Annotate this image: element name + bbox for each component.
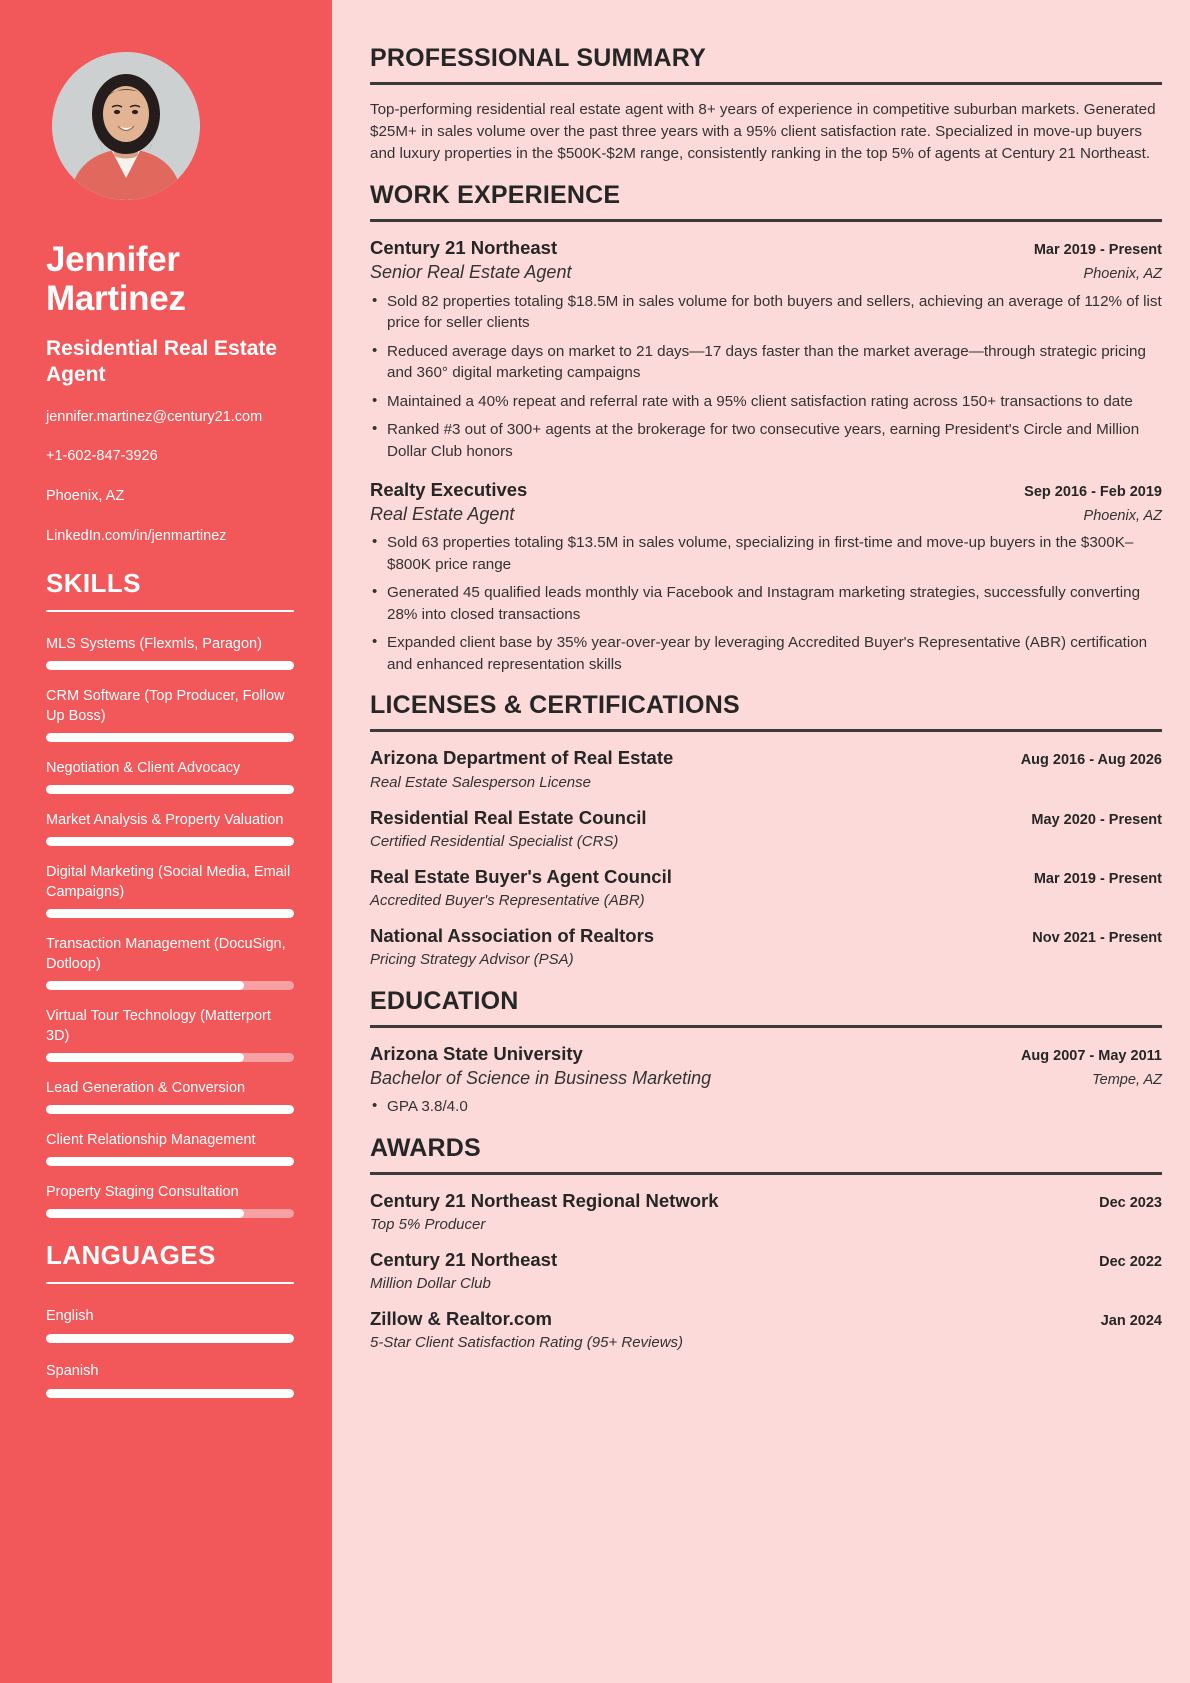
skill-item (46, 758, 294, 794)
award-description: Top 5% Producer (370, 1215, 486, 1233)
skill-bar (46, 837, 294, 846)
license-date: May 2020 - Present (1031, 811, 1162, 828)
sidebar (0, 0, 332, 1683)
skill-bar-fill (46, 909, 294, 918)
section-heading-summary: PROFESSIONAL SUMMARY (370, 44, 706, 72)
skill-item (46, 810, 294, 846)
skill-item (46, 1006, 294, 1062)
license-name: Residential Real Estate Council (370, 806, 647, 828)
main-content (332, 0, 1190, 1683)
education-subheader (370, 1067, 1162, 1090)
skill-label: CRM Software (Top Producer, Follow Up Boss) (46, 687, 285, 724)
award-name: Century 21 Northeast Regional Network (370, 1189, 719, 1211)
skill-bar (46, 785, 294, 794)
education-divider (370, 1025, 1162, 1028)
license-description: Real Estate Salesperson License (370, 773, 591, 791)
skill-item (46, 634, 294, 670)
award-date: Jan 2024 (1100, 1313, 1162, 1330)
skill-bar-fill (46, 733, 294, 742)
work-entry-header (370, 236, 1162, 260)
skill-item (46, 934, 294, 990)
skill-bar (46, 733, 294, 742)
work-bullet: • Maintained a 40% repeat and referral rate with a 95% client satisfaction rating across 150+ transactions to date (370, 391, 1162, 413)
work-date: Sep 2016 - Feb 2019 (1024, 483, 1162, 500)
skill-label: Virtual Tour Technology (Matterport 3D) (46, 1007, 271, 1044)
skill-label: Digital Marketing (Social Media, Email Campaigns) (46, 863, 291, 900)
license-entry (370, 806, 1162, 852)
skill-bar-fill (46, 837, 294, 846)
license-entry (370, 924, 1162, 970)
award-description: 5-Star Client Satisfaction Rating (95+ Reviews) (370, 1334, 684, 1352)
contact-linkedin[interactable]: LinkedIn.com/in/jenmartinez (46, 528, 227, 545)
work-entry-subheader (370, 503, 1162, 526)
licenses-divider (370, 729, 1162, 732)
work-entry (370, 478, 1162, 676)
license-description: Accredited Buyer's Representative (ABR) (370, 892, 645, 910)
skill-label: Client Relationship Management (46, 1131, 256, 1148)
license-description: Certified Residential Specialist (CRS) (370, 832, 619, 850)
languages-list (46, 1306, 294, 1398)
language-bar (46, 1334, 294, 1343)
section-heading-work: WORK EXPERIENCE (370, 181, 621, 210)
skill-item (46, 862, 294, 918)
license-name: Arizona Department of Real Estate (370, 747, 674, 769)
award-header (370, 1189, 1162, 1213)
education-date: Aug 2007 - May 2011 (1020, 1047, 1162, 1064)
work-entry-subheader (370, 261, 1162, 284)
work-role: Real Estate Agent (370, 503, 515, 524)
skill-label: Negotiation & Client Advocacy (46, 759, 241, 776)
award-date: Dec 2023 (1099, 1194, 1162, 1211)
award-date: Dec 2022 (1099, 1253, 1162, 1270)
languages-heading: LANGUAGES (46, 1239, 216, 1270)
section-heading-education: EDUCATION (370, 986, 519, 1015)
education-location: Tempe, AZ (1092, 1071, 1162, 1088)
skill-label: Lead Generation & Conversion (46, 1079, 246, 1096)
award-header (370, 1307, 1162, 1331)
work-bullet: • Sold 82 properties totaling $18.5M in sales volume for both buyers and sellers, achieving an average of 112% of list price for seller clients (370, 291, 1162, 334)
award-header (370, 1248, 1162, 1272)
section-heading-awards: AWARDS (370, 1133, 481, 1162)
skill-item (46, 1078, 294, 1114)
work-location: Phoenix, AZ (1083, 507, 1162, 524)
language-label: Spanish (46, 1362, 99, 1379)
languages-divider (46, 1282, 294, 1284)
award-entry (370, 1189, 1162, 1235)
skill-item (46, 1130, 294, 1166)
work-entry (370, 236, 1162, 462)
contact-email[interactable]: jennifer.martinez@century21.com (46, 408, 263, 425)
work-bullet: • Reduced average days on market to 21 days—17 days faster than the market average—through strategic pricing and 360° digital marketing campaigns (370, 341, 1162, 384)
award-name: Century 21 Northeast (370, 1248, 558, 1270)
skill-bar (46, 1209, 294, 1218)
portrait-photo (52, 52, 200, 200)
work-bullet: • Ranked #3 out of 300+ agents at the brokerage for two consecutive years, earning President's Circle and Million Dollar Club honors (370, 419, 1162, 462)
license-date: Mar 2019 - Present (1033, 871, 1162, 888)
skill-bar (46, 1157, 294, 1166)
education-degree: Bachelor of Science in Business Marketing (370, 1067, 712, 1088)
skill-bar-fill (46, 661, 294, 670)
skill-bar-fill (46, 1209, 244, 1218)
skill-bar-fill (46, 1157, 294, 1166)
license-entry (370, 865, 1162, 911)
work-org: Realty Executives (370, 478, 528, 500)
work-entry-header (370, 478, 1162, 502)
education-entry (370, 1042, 1162, 1118)
skill-bar (46, 909, 294, 918)
license-header (370, 746, 1162, 770)
license-header (370, 924, 1162, 948)
license-name: National Association of Realtors (370, 925, 655, 947)
full-name: Jennifer Martinez (46, 240, 186, 319)
license-header (370, 806, 1162, 830)
skill-bar-fill (46, 1105, 294, 1114)
license-date: Aug 2016 - Aug 2026 (1020, 752, 1162, 769)
skills-heading: SKILLS (46, 567, 141, 598)
work-bullets (370, 291, 1162, 463)
job-title: Residential Real Estate Agent (46, 337, 278, 386)
skill-bar (46, 1105, 294, 1114)
awards-divider (370, 1172, 1162, 1175)
work-bullet: • Expanded client base by 35% year-over-year by leveraging Accredited Buyer's Representative (ABR) certification and enhanced representation skills (370, 632, 1162, 675)
skill-bar (46, 1053, 294, 1062)
language-bar-fill (46, 1334, 294, 1343)
license-description: Pricing Strategy Advisor (PSA) (370, 951, 574, 969)
education-bullets (370, 1096, 1162, 1118)
section-heading-licenses: LICENSES & CERTIFICATIONS (370, 691, 740, 720)
license-name: Real Estate Buyer's Agent Council (370, 866, 672, 888)
license-entry (370, 746, 1162, 792)
work-divider (370, 219, 1162, 222)
contact-list (46, 408, 294, 546)
skill-bar-fill (46, 981, 244, 990)
education-school: Arizona State University (370, 1042, 583, 1064)
language-item (46, 1361, 294, 1398)
language-bar-fill (46, 1389, 294, 1398)
contact-location: Phoenix, AZ (46, 488, 125, 505)
skill-item (46, 686, 294, 742)
language-label: English (46, 1307, 94, 1324)
work-bullets (370, 532, 1162, 675)
language-item (46, 1306, 294, 1343)
award-entry (370, 1248, 1162, 1294)
summary-text: Top-performing residential real estate agent with 8+ years of experience in competitive suburban markets. Generated $25M+ in sales volume over the past three years with a 95% client satisfaction rate. Specialized in move-up buyers and luxury properties in the $500K-$2M range, consistently ranking in the top 5% of agents at Century 21 Northeast. (370, 101, 1156, 163)
education-header (370, 1042, 1162, 1066)
award-name: Zillow & Realtor.com (370, 1308, 552, 1330)
skill-label: Property Staging Consultation (46, 1183, 239, 1200)
work-org: Century 21 Northeast (370, 237, 558, 259)
work-role: Senior Real Estate Agent (370, 262, 572, 283)
contact-phone[interactable]: +1-602-847-3926 (46, 448, 158, 465)
education-bullet: • GPA 3.8/4.0 (370, 1096, 1162, 1118)
work-bullet: • Generated 45 qualified leads monthly via Facebook and Instagram marketing strategies, successfully converting 28% into closed transactions (370, 582, 1162, 625)
skills-divider (46, 610, 294, 612)
skill-label: MLS Systems (Flexmls, Paragon) (46, 635, 262, 652)
license-header (370, 865, 1162, 889)
skill-label: Market Analysis & Property Valuation (46, 811, 284, 828)
work-date: Mar 2019 - Present (1033, 242, 1162, 259)
skill-bar (46, 981, 294, 990)
skills-list (46, 634, 294, 1218)
language-bar (46, 1389, 294, 1398)
summary-divider (370, 82, 1162, 85)
skill-bar-fill (46, 785, 294, 794)
award-description: Million Dollar Club (370, 1275, 491, 1293)
skill-label: Transaction Management (DocuSign, Dotloop) (46, 935, 286, 972)
avatar (52, 52, 200, 200)
license-date: Nov 2021 - Present (1032, 930, 1162, 947)
work-bullet: • Sold 63 properties totaling $13.5M in sales volume, specializing in first-time and move-up buyers in the $300K–$800K price range (370, 532, 1162, 575)
skill-bar-fill (46, 1053, 244, 1062)
work-location: Phoenix, AZ (1083, 266, 1162, 283)
skill-item (46, 1182, 294, 1218)
skill-bar (46, 661, 294, 670)
award-entry (370, 1307, 1162, 1353)
